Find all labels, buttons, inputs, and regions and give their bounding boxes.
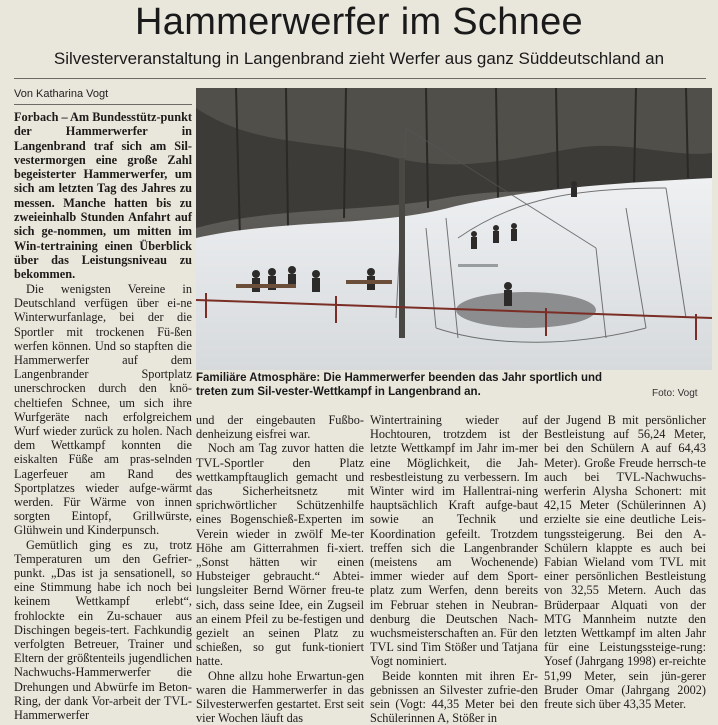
paragraph: Ohne allzu hohe Erwartun-gen waren die Hammerwerfer in das Silvesterwerfen gestartet. Erst seit vier Wochen läuft das [196, 668, 365, 725]
paragraph: Gemütlich ging es zu, trotz Temperaturen um den Gefrier-punkt. „Das ist ja sensationell, so eine Stimmung habe ich noch bei keinem Wettkampf erlebt“, frohlockte ein Zu-schauer aus Dischingen begeis-tert. Fachkundig verfolgten Betreuer, Trainer und Eltern der größtenteils jugendlichen Nachwuchs-Hammerwerfer die Drehungen und Abwürfe im Beton-Ring, der dank Vor-arbeit der TVL-Hammerwerfer [14, 537, 192, 723]
byline: Von Katharina Vogt [14, 88, 109, 100]
hammer-throw-snow-photo [196, 88, 712, 370]
subheadline: Silvesterveranstaltung in Langenbrand zieht Werfer aus ganz Süddeutschland an [53, 49, 665, 68]
photo-caption: Familiäre Atmosphäre: Die Hammerwerfer beenden das Jahr sportlich und treten zum Sil-vester-Wettkampf in Langenbrand an. [196, 372, 603, 398]
body-column-3 [370, 413, 538, 725]
header-rule [14, 78, 706, 79]
lead-paragraph: Forbach – Am Bundesstütz-punkt der Hammerwerfer in Langenbrand traf sich am Sil-vestermorgen eine große Zahl begeisterter Hammerwerfer, um sich am letzten Tag des Jahres zu messen. Manche hatten bis zu zweieinhalb Stunden Anfahrt auf sich ge-nommen, um mitten im Win-tertraining einen Überblick über das Leistungsniveau zu bekommen. [14, 110, 192, 282]
byline-rule [14, 104, 192, 105]
photo-credit: Foto: Vogt [652, 388, 698, 399]
paragraph: Die wenigsten Vereine in Deutschland verfügen über ei-ne Winterwurfanlage, bei der die Sportler mit trockenen Fü-ßen werfen können. Und so stapften die Hammerwerfer auf dem Langenbrander Sportplatz unerschrocken durch den knö-cheltiefen Schnee, um sich ihre Wurfgeräte nach erfolgreichem Wurf wieder zurück zu holen. Nach dem Wettkampf konnten die eiskalten Füße am pras-selnden Lagerfeuer am Rand des Sportplatzes wieder aufge-wärmt werden. Für Wärme von innen sorgten Eintopf, Grillwürste, Glühwein und Kinderpunsch. [14, 282, 192, 538]
article-photo [196, 88, 712, 370]
body-column-2 [196, 413, 365, 725]
paragraph: Beide konnten mit ihren Er-gebnissen an Silvester zufrie-den sein (Vogt: 44,35 Meter bei den Schülerinnen A, Stößer in [370, 668, 538, 725]
paragraph: und der eingebauten Fußbo-denheizung eisfrei war. [196, 413, 364, 442]
paragraph: der Jugend B mit persönlicher Bestleistung auf 56,24 Meter, bei den Schülern A auf 64,43 Meter). Große Freude herrsch-te auch bei TVL-Nachwuchs-werferin Alysha Schonert: mit 42,15 Meter (Schülerinnen A) erzielte sie eine deutliche Leis-tungssteigerung. Bei den A-Schülern klappte es auch bei Fabian Wieland vom TVL mit einer persönlichen Bestleistung von 32,55 Metern. Auch das Brüderpaar Alquati von der MTG Mannheim nutzte den letzten Wettkampf im alten Jahr für eine Leistungssteige-rung: Yosef (Jahrgang 1998) er-reichte 51,99 Meter, sein jün-gerer Bruder Omar (Jahrgang 2002) freute sich über 43,35 Meter. [544, 413, 706, 712]
body-column-1 [14, 282, 192, 723]
paragraph: Noch am Tag zuvor hatten die TVL-Sportler den Platz wettkampftauglich gemacht und das Sicherheitsnetz mit sprichwörtlicher Schützenhilfe eines Bogenschieß-Experten im Verein wieder in zwölf Me-ter Höhe am Gitterrahmen fi-xiert. „Sonst hätten wir einen Hubsteiger gebraucht.“ Abtei-lungsleiter Bernd Wörner freu-te sich, dass seine Idee, ein Zugseil an einem Pfeil zu be-festigen und gezielt an seinen Platz zu schießen, so gut funk-tioniert hatte. [196, 441, 364, 669]
headline: Hammerwerfer im Schnee [135, 1, 583, 43]
body-column-4 [544, 413, 706, 712]
paragraph: Wintertraining wieder auf Hochtouren, trotzdem ist der letzte Wettkampf im Jahr im-mer eine Möglichkeit, die Jah-resbestleistung zu verbessern. Im Winter wird im Hallentrai-ning hauptsächlich Kraft aufge-baut sowie an Technik und Koordination gefeilt. Trotzdem treffen sich die Langenbrander (meistens am Wochenende) immer wieder auf dem Sport-platz zum Werfen, denn bereits im Februar stehen in Neubran-denburg die Deutschen Nach-wuchsmeisterschaften an. Für den TVL sind Tim Stößer und Tatjana Vogt nominiert. [370, 413, 538, 669]
